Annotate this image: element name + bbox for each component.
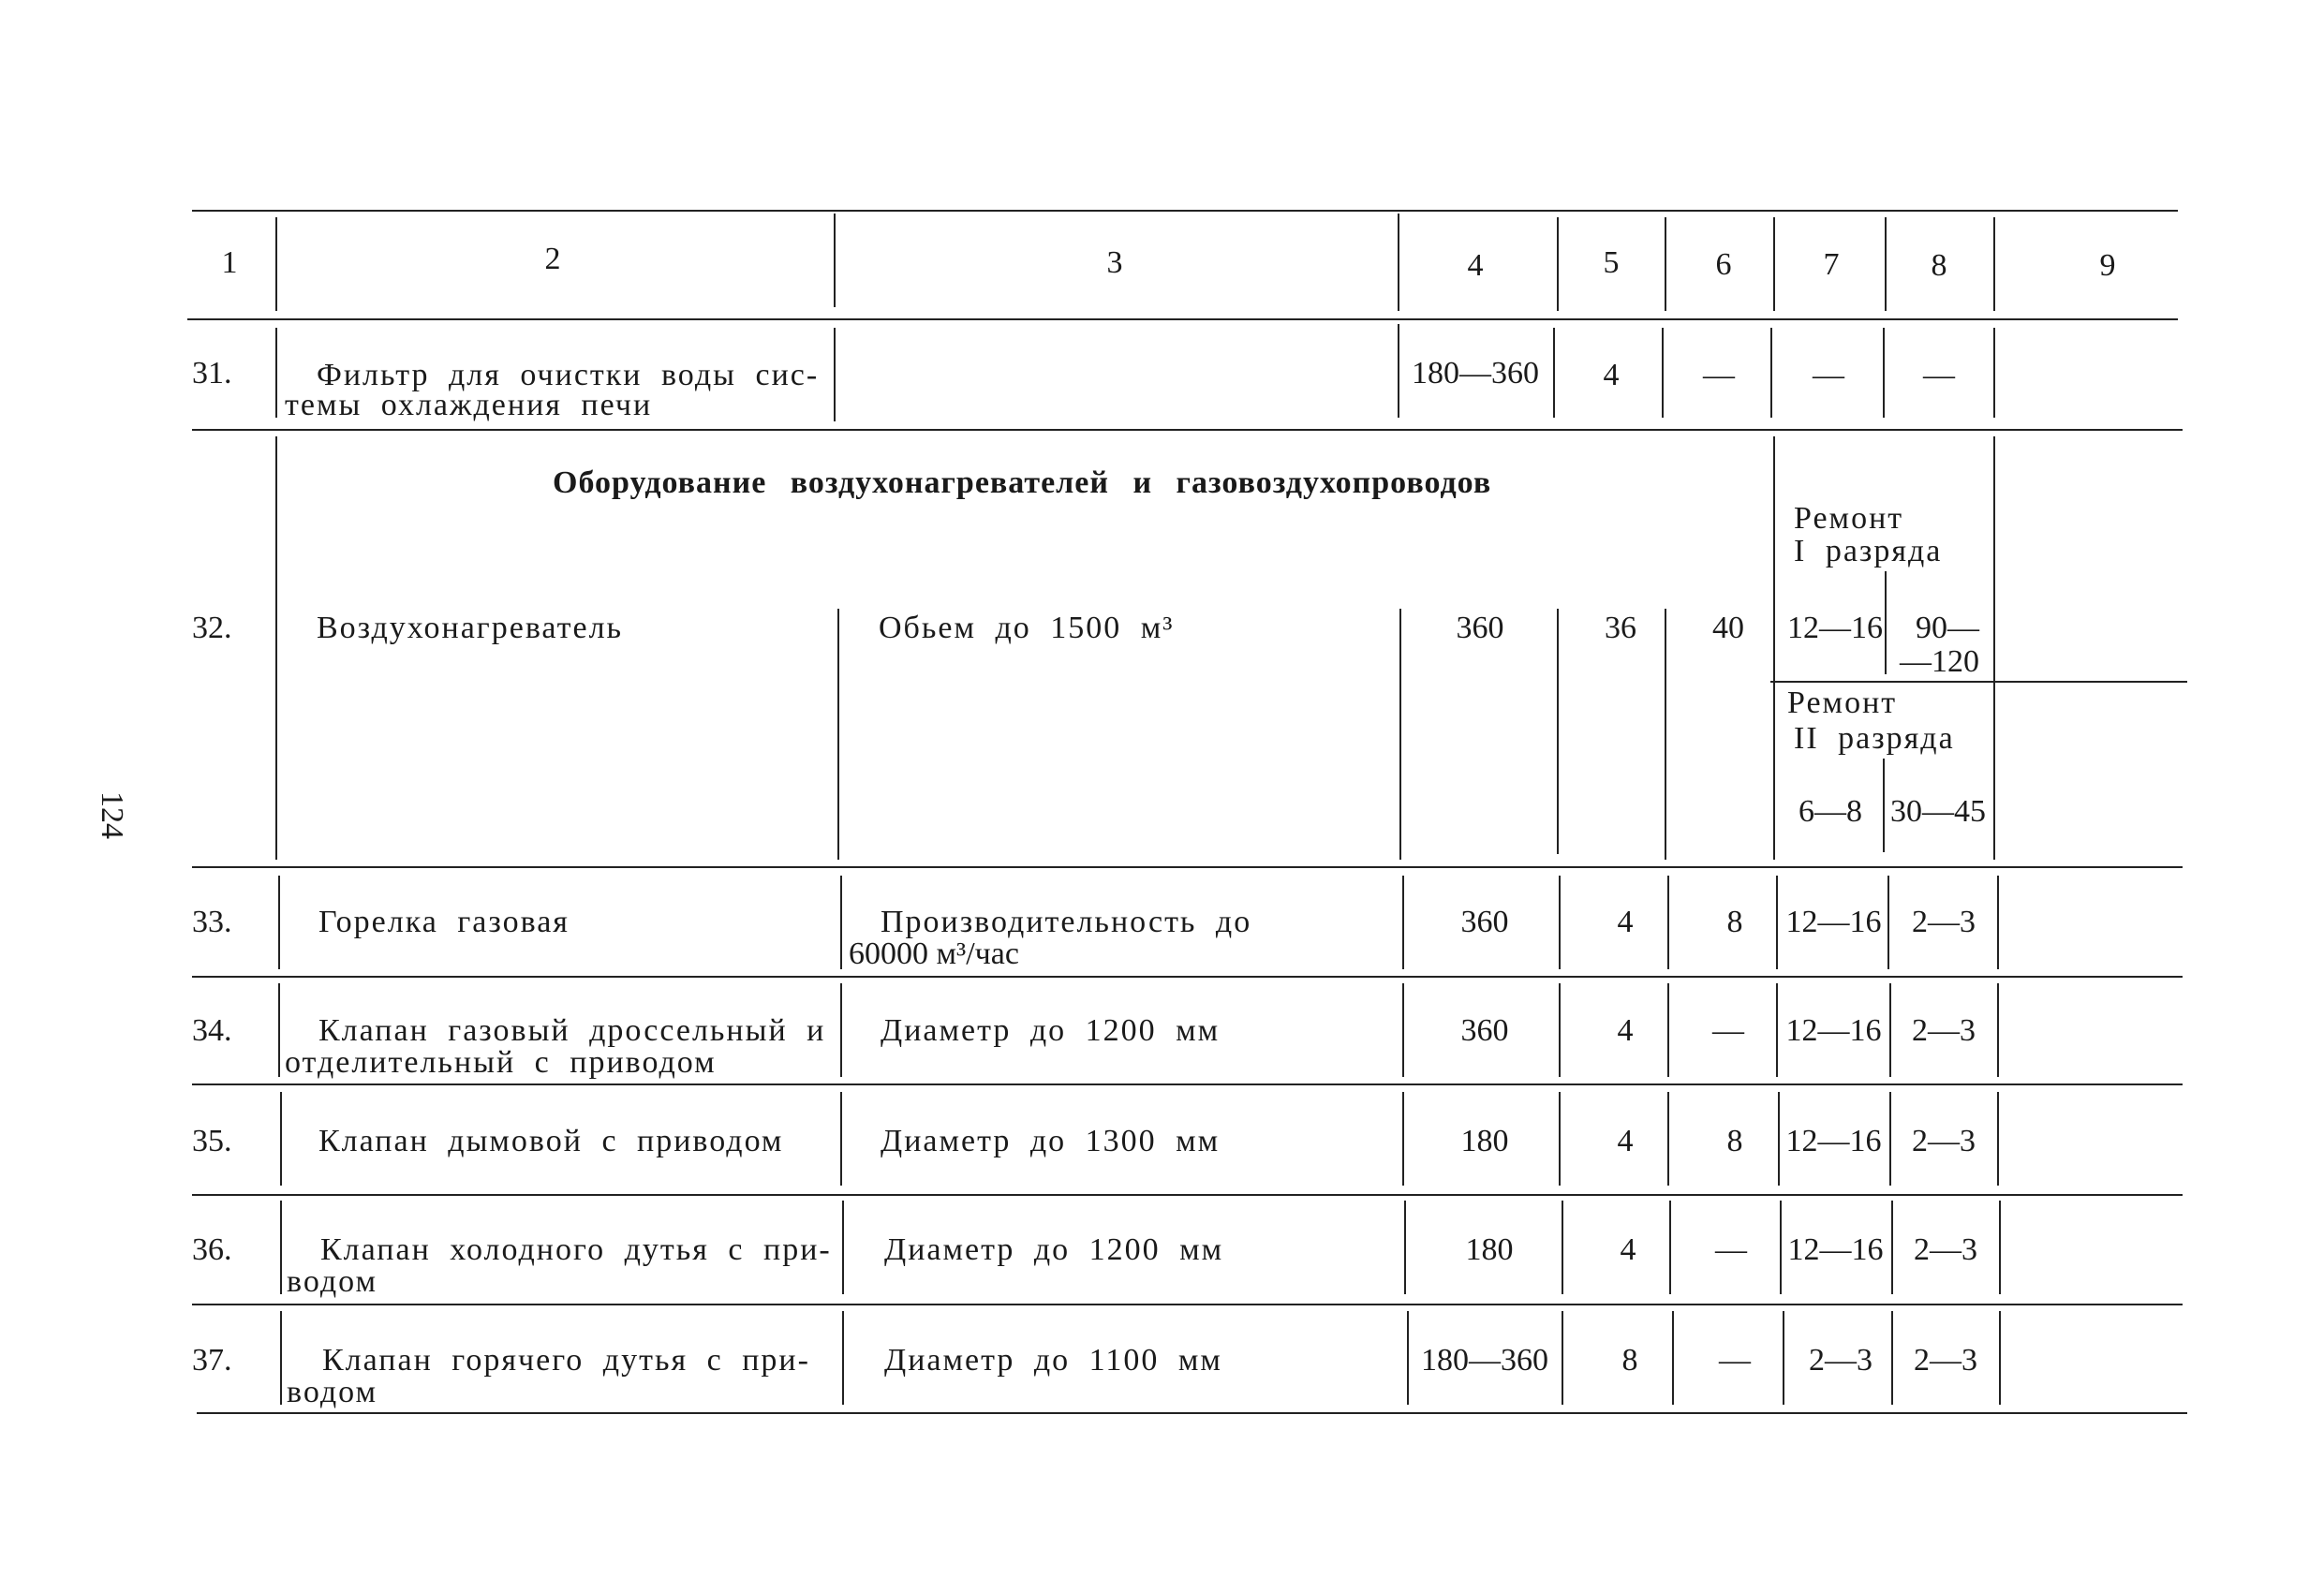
rule-row-33	[192, 976, 2183, 978]
cell-col-6: 8	[1726, 1124, 1743, 1158]
cell-col-4: 180—360	[1412, 356, 1539, 391]
vrule	[1776, 983, 1778, 1077]
header-col-3: 3	[1106, 245, 1123, 280]
cell-col-7: —	[1813, 358, 1844, 392]
item-name-line: темы охлаждения печи	[285, 388, 653, 422]
vrule	[1887, 876, 1889, 969]
vrule	[1665, 609, 1666, 860]
item-name-line: Клапан холодного дутья с при-	[320, 1232, 832, 1267]
item-name-line: Фильтр для очистки воды сис-	[317, 358, 820, 392]
vrule	[1557, 217, 1559, 311]
rule-row-31	[192, 429, 2183, 431]
vrule	[1398, 214, 1399, 311]
vrule	[1883, 328, 1885, 418]
vrule	[275, 217, 277, 311]
cell-col-7: 12—16	[1785, 1013, 1882, 1048]
section-title: Оборудование воздухонагревателей и газовоздухопроводов	[553, 465, 1492, 500]
item-spec-line: 60000 м³/час	[849, 936, 1019, 971]
vrule	[1999, 1311, 2001, 1405]
cell-col-5: 4	[1617, 1013, 1634, 1048]
rule-row-36	[192, 1304, 2183, 1305]
row-number: 35.	[192, 1124, 232, 1158]
vrule	[1773, 217, 1775, 311]
vrule	[1997, 983, 1999, 1077]
vrule	[1667, 876, 1669, 969]
cell-col-4: 180—360	[1421, 1343, 1548, 1378]
header-col-5: 5	[1603, 245, 1620, 280]
cell-col-7: 12—16	[1785, 905, 1882, 939]
cell-col-5: 4	[1617, 1124, 1634, 1158]
vrule	[280, 1092, 282, 1186]
vrule	[1669, 1201, 1671, 1294]
vrule	[1559, 876, 1561, 969]
repair-2-col-7: 6—8	[1799, 794, 1862, 829]
cell-col-4: 360	[1460, 905, 1509, 939]
vrule	[1553, 328, 1555, 418]
cell-col-6: —	[1715, 1232, 1747, 1267]
item-name-line: водом	[287, 1375, 378, 1409]
vrule	[1667, 1092, 1669, 1186]
vrule	[1997, 876, 1999, 969]
header-col-6: 6	[1715, 247, 1732, 282]
vrule	[842, 1201, 844, 1294]
vrule	[1402, 983, 1404, 1077]
vrule	[278, 876, 280, 969]
vrule	[840, 1092, 842, 1186]
item-spec-line: Диаметр до 1200 мм	[884, 1232, 1224, 1267]
vrule	[1667, 983, 1669, 1077]
cell-col-4: 180	[1460, 1124, 1509, 1158]
vrule	[1889, 983, 1891, 1077]
vrule	[1885, 217, 1887, 311]
row-number: 32.	[192, 611, 232, 645]
row-number: 37.	[192, 1343, 232, 1378]
vrule	[842, 1311, 844, 1405]
row-number: 33.	[192, 905, 232, 939]
rule-row-32	[192, 866, 2183, 868]
cell-col-6: —	[1719, 1343, 1751, 1378]
vrule	[1407, 1311, 1409, 1405]
cell-col-6: 8	[1726, 905, 1743, 939]
repair-1-col-7: 12—16	[1787, 611, 1883, 645]
vrule	[1562, 1201, 1563, 1294]
vrule	[1783, 1311, 1784, 1405]
cell-col-8: 2—3	[1914, 1232, 1977, 1267]
row-number: 31.	[192, 356, 232, 391]
cell-col-8: 2—3	[1912, 1124, 1976, 1158]
cell-col-4: 360	[1460, 1013, 1509, 1048]
vrule	[1404, 1201, 1406, 1294]
rule-row-34	[192, 1083, 2183, 1085]
item-name-line: водом	[287, 1264, 378, 1299]
cell-col-7: 12—16	[1787, 1232, 1884, 1267]
vrule	[1562, 1311, 1563, 1405]
vrule	[1402, 1092, 1404, 1186]
page-number: 124	[95, 791, 129, 839]
vrule	[1398, 324, 1399, 418]
vrule	[1399, 609, 1401, 860]
vrule	[1891, 1311, 1893, 1405]
cell-col-8: 2—3	[1912, 905, 1976, 939]
vrule	[834, 214, 836, 307]
cell-col-8: 2—3	[1912, 1013, 1976, 1048]
repair-2-label-line: II разряда	[1794, 721, 1955, 756]
vrule	[1993, 217, 1995, 311]
vrule	[1885, 571, 1887, 674]
repair-1-label-line: Ремонт	[1794, 501, 1904, 536]
item-name-line: отделительный с приводом	[285, 1045, 717, 1080]
cell-col-7: 12—16	[1785, 1124, 1882, 1158]
header-col-4: 4	[1467, 248, 1484, 283]
rule-row-32-split	[1770, 681, 2187, 683]
vrule	[1776, 876, 1778, 969]
vrule	[1997, 1092, 1999, 1186]
item-spec-line: Производительность до	[881, 905, 1252, 939]
vrule	[1993, 328, 1995, 418]
vrule	[1672, 1311, 1674, 1405]
cell-col-5: 8	[1621, 1343, 1638, 1378]
item-name-line: Клапан горячего дутья с при-	[322, 1343, 810, 1378]
vrule	[1665, 217, 1666, 311]
header-col-1: 1	[221, 245, 238, 280]
vrule	[834, 328, 836, 421]
cell-col-6: 40	[1712, 611, 1744, 645]
rule-top	[192, 210, 2178, 212]
item-name-line: Воздухонагреватель	[317, 611, 624, 645]
item-name-line: Клапан дымовой с приводом	[318, 1124, 784, 1158]
cell-col-5: 4	[1620, 1232, 1636, 1267]
vrule	[1402, 876, 1404, 969]
rule-bottom	[197, 1412, 2187, 1414]
row-number: 36.	[192, 1232, 232, 1267]
vrule	[1770, 328, 1772, 418]
item-spec-line: Обьем до 1500 м³	[879, 611, 1175, 645]
vrule	[1999, 1201, 2001, 1294]
item-spec-line: Диаметр до 1200 мм	[881, 1013, 1221, 1048]
vrule	[1557, 609, 1559, 854]
repair-1-col-8-line: —120	[1900, 644, 1979, 679]
vrule	[1559, 983, 1561, 1077]
vrule	[1559, 1092, 1561, 1186]
cell-col-4: 180	[1465, 1232, 1514, 1267]
vrule	[280, 1201, 282, 1294]
cell-col-5: 4	[1617, 905, 1634, 939]
header-col-7: 7	[1823, 247, 1840, 282]
header-col-8: 8	[1931, 248, 1947, 283]
vrule	[280, 1311, 282, 1405]
item-name-line: Горелка газовая	[318, 905, 570, 939]
cell-col-8: —	[1923, 358, 1955, 392]
vrule	[1889, 1092, 1891, 1186]
vrule	[837, 609, 839, 860]
repair-1-label-line: I разряда	[1794, 534, 1943, 568]
item-spec-line: Диаметр до 1300 мм	[881, 1124, 1221, 1158]
vrule	[275, 328, 277, 418]
vrule	[840, 983, 842, 1077]
rule-header-bottom	[187, 318, 2178, 320]
repair-2-label-line: Ремонт	[1787, 685, 1898, 720]
header-col-2: 2	[544, 242, 561, 276]
cell-col-8: 2—3	[1914, 1343, 1977, 1378]
header-col-9: 9	[2099, 248, 2116, 283]
repair-2-col-8: 30—45	[1890, 794, 1986, 829]
item-spec-line: Диаметр до 1100 мм	[884, 1343, 1222, 1378]
vrule	[1891, 1201, 1893, 1294]
cell-col-6: —	[1703, 358, 1735, 392]
cell-col-5: 36	[1605, 611, 1636, 645]
cell-col-7: 2—3	[1809, 1343, 1873, 1378]
cell-col-5: 4	[1603, 358, 1620, 392]
vrule	[278, 983, 280, 1077]
vrule	[275, 436, 277, 860]
cell-col-4: 360	[1456, 611, 1504, 645]
vrule	[840, 876, 842, 969]
rule-row-35	[192, 1194, 2183, 1196]
row-number: 34.	[192, 1013, 232, 1048]
cell-col-6: —	[1712, 1013, 1744, 1048]
vrule	[1662, 328, 1664, 418]
repair-1-col-8-line: 90—	[1916, 611, 1979, 645]
item-name-line: Клапан газовый дроссельный и	[318, 1013, 826, 1048]
vrule	[1993, 436, 1995, 860]
vrule	[1773, 436, 1775, 860]
vrule	[1883, 759, 1885, 852]
